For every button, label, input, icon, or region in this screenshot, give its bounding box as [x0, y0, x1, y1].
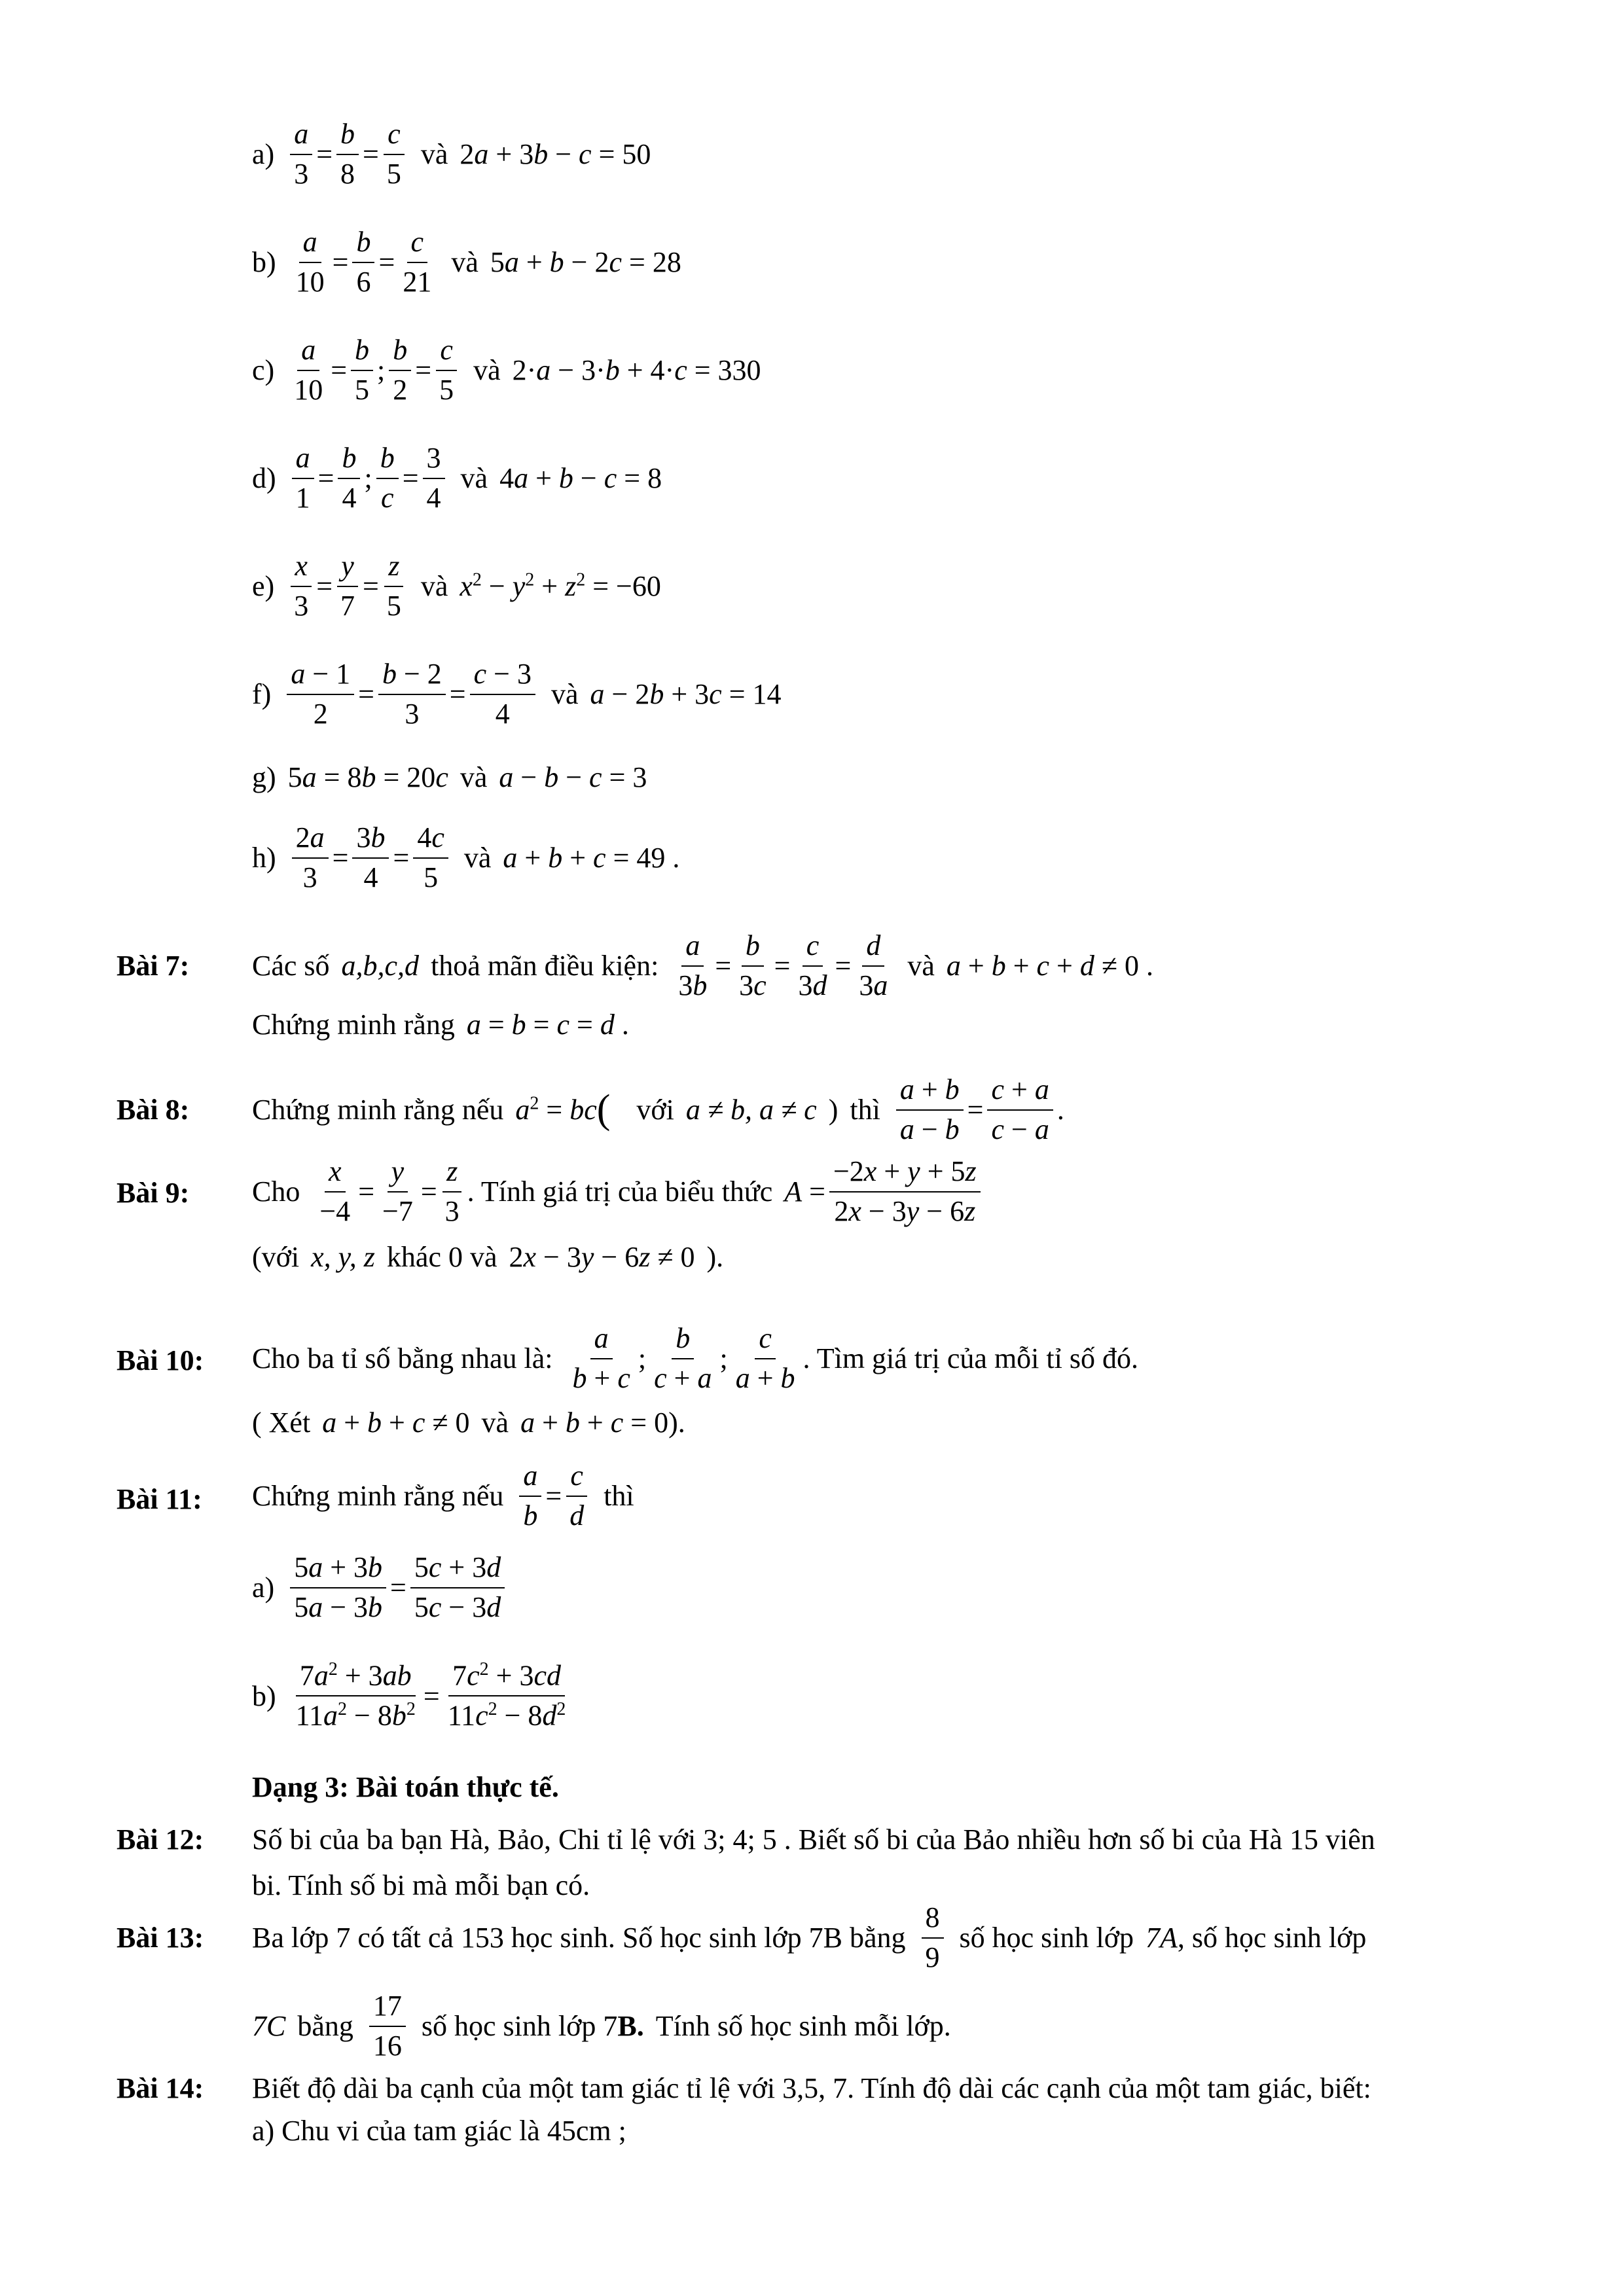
fraction: $\frac{a}{b + c}$	[572, 1322, 630, 1394]
fraction: $\frac{a + b}{a - b}$	[896, 1073, 964, 1146]
fraction: $\frac{a}{10}$	[295, 226, 325, 298]
bai9-text: . Tính giá trị của biểu thức	[467, 1175, 773, 1208]
fraction: $\frac{b}{c}$	[376, 442, 399, 514]
item-c: c) $\frac{a}{10}$ = $\frac{b}{5}$ ; $\frac{b}{2}$ = $\frac{c}{5}$ và 2·a − 3·b + 4·c = 330	[252, 334, 761, 406]
fraction: $\frac{4c}{5}$	[413, 821, 448, 894]
fraction: $\frac{b}{8}$	[336, 118, 359, 190]
bai11-label: Bài 11:	[117, 1483, 202, 1515]
word-va: và	[460, 462, 488, 495]
bai13-text: số học sinh lớp	[959, 1922, 1134, 1954]
bai9-vars: x, y, z	[311, 1241, 375, 1273]
fraction: $\frac{x}{-4}$	[319, 1155, 351, 1227]
fraction: $\frac{y}{7}$	[336, 550, 359, 622]
fraction: $\frac{7c^2 + 3cd}{11c^2 - 8d^2}$	[447, 1659, 566, 1732]
expression-A: A =	[784, 1175, 825, 1208]
fraction: $\frac{c}{3d}$	[798, 929, 827, 1001]
item-label: a)	[252, 138, 275, 171]
bai14-line1: Biết độ dài ba cạnh của một tam giác tỉ lệ với 3,5, 7. Tính độ dài các cạnh của một tam giác, biết:	[252, 2072, 1371, 2104]
item-d: d) $\frac{a}{1}$ = $\frac{b}{4}$ ; $\frac{b}{c}$ = $\frac{3}{4}$ và 4a + b − c = 8	[252, 442, 662, 514]
item-label: h)	[252, 842, 276, 874]
fraction: $\frac{5c + 3d}{5c - 3d}$	[410, 1551, 505, 1624]
bai7-text: Chứng minh rằng	[252, 1009, 455, 1041]
fraction: $\frac{c + a}{c - a}$	[987, 1073, 1053, 1146]
fraction: $\frac{a - 1}{2}$	[287, 658, 354, 730]
fraction: $\frac{-2x + y + 5z}{2x - 3y - 6z}$	[829, 1155, 981, 1228]
bai13-text: Ba lớp 7 có tất cả 153 học sinh. Số học sinh lớp 7B bằng	[252, 1922, 906, 1954]
fraction: $\frac{b}{2}$	[389, 334, 411, 406]
bai11-text: Chứng minh rằng nếu	[252, 1480, 504, 1513]
equation: 5a + b − 2c = 28	[490, 246, 681, 279]
fraction: $\frac{a}{b}$	[519, 1460, 541, 1532]
bai8-line: Chứng minh rằng nếu $a^2$ = bc ( với a ≠ b, a ≠ c ) thì $\frac{a + b}{a - b}$ = $\frac{c + a}{c - a}$ .	[252, 1073, 1064, 1145]
bai8-cond: a ≠ b, a ≠ c	[685, 1094, 817, 1126]
bai10-label: Bài 10:	[117, 1344, 204, 1376]
fraction: $\frac{b - 2}{3}$	[378, 658, 446, 730]
bai13-label: Bài 13:	[117, 1922, 204, 1954]
item-h: h) $\frac{2a}{3}$ = $\frac{3b}{4}$ = $\frac{4c}{5}$ và a + b + c = 49 .	[252, 821, 680, 893]
bai9-text: Cho	[252, 1175, 300, 1208]
word-va: và	[481, 1407, 509, 1439]
fraction: $\frac{a}{1}$	[292, 442, 314, 514]
fraction: $\frac{8}{9}$	[922, 1901, 944, 1974]
item-label: g)	[252, 761, 276, 793]
bai8-label: Bài 8:	[117, 1094, 190, 1126]
equation: a + b + c = 0	[520, 1407, 669, 1439]
fraction: $\frac{z}{3}$	[441, 1155, 463, 1228]
word-va: và	[473, 354, 501, 387]
word-thi: thì	[604, 1480, 634, 1513]
bai13-line1	[252, 1901, 1366, 1974]
bai9-label: Bài 9:	[117, 1177, 190, 1209]
word-va: và	[463, 842, 492, 874]
fraction: $\frac{b}{6}$	[352, 226, 374, 298]
fraction: $\frac{17}{16}$	[369, 1990, 406, 2062]
word-va: và	[420, 138, 448, 171]
bai10-text: Cho ba tỉ số bằng nhau là:	[252, 1342, 553, 1375]
fraction: $\frac{2a}{3}$	[292, 821, 329, 894]
fraction: $\frac{5a + 3b}{5a - 3b}$	[290, 1551, 386, 1624]
bai14-label: Bài 14:	[117, 2072, 204, 2104]
item-label: a)	[252, 1571, 275, 1604]
equation: a = b = c = d .	[466, 1009, 629, 1041]
bai12-line1: Số bi của ba bạn Hà, Bảo, Chi tỉ lệ với 3; 4; 5 . Biết số bi của Bảo nhiều hơn số bi của Hà 15 viên	[252, 1823, 1375, 1856]
equation: a + b + c + d ≠ 0 .	[946, 950, 1154, 982]
item-label: e)	[252, 570, 275, 603]
fraction: $\frac{a}{10}$	[294, 334, 323, 406]
bai13-class: B.	[617, 2010, 644, 2043]
bai7-label: Bài 7:	[117, 950, 190, 982]
word-thi: thì	[850, 1094, 880, 1126]
word-va: và	[550, 678, 579, 711]
bai13-line2	[252, 1990, 951, 2062]
fraction: $\frac{3}{4}$	[423, 442, 445, 514]
item-f: f) $\frac{a - 1}{2}$ = $\frac{b - 2}{3}$ = $\frac{c - 3}{4}$ và a − 2b + 3c = 14	[252, 658, 782, 730]
fraction: $\frac{c}{5}$	[383, 118, 405, 190]
equation: 5a = 8b = 20c	[287, 761, 448, 793]
bai10-line2	[252, 1406, 685, 1439]
bai8-text: Chứng minh rằng nếu	[252, 1094, 504, 1126]
word-va: và	[420, 570, 448, 603]
bai9-line1: Cho $\frac{x}{-4}$ = $\frac{y}{-7}$ = $\frac{z}{3}$ . Tính giá trị của biểu thức A = $\frac{-2x + y + 5z}{2x - 3y - 6z}$	[252, 1155, 984, 1228]
item-label: c)	[252, 354, 275, 387]
fraction: $\frac{c}{21}$	[403, 226, 432, 298]
bai7-line1: Các số a,b,c,d thoả mãn điều kiện: $\frac{a}{3b}$ = $\frac{b}{3c}$ = $\frac{c}{3d}$ = $\frac{d}{3a}$ và a + b + c + d ≠ 0 .	[252, 929, 1154, 1001]
fraction: $\frac{7a^2 + 3ab}{11a^2 - 8b^2}$	[295, 1659, 416, 1732]
fraction: $\frac{b}{5}$	[351, 334, 373, 406]
equation: 2·a − 3·b + 4·c = 330	[512, 354, 761, 387]
item-label: b)	[252, 1679, 276, 1712]
bai8-text: với	[636, 1094, 674, 1126]
item-label: f)	[252, 678, 272, 711]
fraction: $\frac{c - 3}{4}$	[470, 658, 535, 730]
bai9-text: (với	[252, 1241, 300, 1273]
word-va: và	[460, 761, 488, 793]
fraction: $\frac{c}{d}$	[566, 1460, 588, 1532]
bai7-text: thoả mãn điều kiện:	[431, 950, 659, 982]
fraction: $\frac{d}{3a}$	[859, 929, 888, 1001]
bai11-item-b: b) $\frac{7a^2 + 3ab}{11a^2 - 8b^2}$ = $\frac{7c^2 + 3cd}{11c^2 - 8d^2}$	[252, 1659, 573, 1733]
item-g	[252, 761, 647, 794]
bai13-text: số học sinh lớp 7	[421, 2010, 618, 2043]
equation: $a^2$ = bc	[515, 1093, 597, 1126]
fraction: $\frac{a}{3b}$	[678, 929, 708, 1001]
bai10-line1: Cho ba tỉ số bằng nhau là: $\frac{a}{b + c}$ ; $\frac{b}{c + a}$ ; $\frac{c}{a + b}$ . Tìm giá trị của mỗi tỉ số đó.	[252, 1322, 1138, 1394]
equation: a + b + c ≠ 0	[322, 1407, 470, 1439]
equation: a + b + c = 49 .	[503, 842, 680, 874]
equation: a − 2b + 3c = 14	[590, 678, 782, 711]
item-b: b) $\frac{a}{10}$ = $\frac{b}{6}$ = $\frac{c}{21}$ và 5a + b − 2c = 28	[252, 226, 681, 298]
fraction: $\frac{b}{4}$	[338, 442, 360, 514]
bai7-line2	[252, 1008, 629, 1041]
bai9-line2	[252, 1240, 723, 1274]
bai10-text: ).	[668, 1407, 685, 1439]
fraction: $\frac{c}{5}$	[435, 334, 458, 406]
bai7-vars: a,b,c,d	[341, 950, 420, 982]
bai11-line1: Chứng minh rằng nếu $\frac{a}{b}$ = $\frac{c}{d}$ thì	[252, 1460, 634, 1532]
bai12-line2: bi. Tính số bi mà mỗi bạn có.	[252, 1869, 590, 1901]
word-va: và	[907, 950, 935, 982]
bai12-label: Bài 12:	[117, 1823, 204, 1856]
bai13-class: 7A	[1146, 1922, 1178, 1954]
fraction: $\frac{y}{-7}$	[382, 1155, 413, 1227]
fraction: $\frac{c}{a + b}$	[735, 1322, 795, 1394]
bai13-text: Tính số học sinh mỗi lớp.	[655, 2010, 951, 2043]
bai14-line2: a) Chu vi của tam giác là 45cm ;	[252, 2115, 626, 2147]
bai10-text: ( Xét	[252, 1407, 311, 1439]
fraction: $\frac{z}{5}$	[383, 550, 405, 622]
bai10-text: . Tìm giá trị của mỗi tỉ số đó.	[803, 1342, 1138, 1375]
item-label: d)	[252, 462, 276, 495]
bai9-text: khác 0 và	[386, 1241, 497, 1273]
fraction: $\frac{b}{3c}$	[739, 929, 767, 1001]
bai13-class: 7C	[252, 2010, 286, 2043]
fraction: $\frac{a}{3}$	[290, 118, 312, 190]
equation: 2x − 3y − 6z ≠ 0	[509, 1241, 695, 1273]
word-va: và	[451, 246, 478, 279]
bai11-item-a: a) $\frac{5a + 3b}{5a - 3b}$ = $\frac{5c + 3d}{5c - 3d}$	[252, 1551, 509, 1624]
item-a: a) $\frac{a}{3}$ = $\frac{b}{8}$ = $\frac{c}{5}$ và 2a + 3b − c = 50	[252, 118, 651, 190]
bai13-text: bằng	[297, 2010, 353, 2043]
equation: a − b − c = 3	[499, 761, 647, 793]
equation: 4a + b − c = 8	[499, 462, 662, 495]
item-label: b)	[252, 246, 276, 279]
bai9-text: ).	[706, 1241, 724, 1273]
fraction: $\frac{3b}{4}$	[352, 821, 389, 894]
equation: $x^2 - y^2 + z^2 = -60$	[460, 569, 661, 603]
item-e: e) $\frac{x}{3}$ = $\frac{y}{7}$ = $\frac{z}{5}$ và $x^2 - y^2 + z^2 = -60$	[252, 550, 661, 622]
equation: 2a + 3b − c = 50	[460, 138, 651, 171]
fraction: $\frac{b}{c + a}$	[654, 1322, 712, 1394]
fraction: $\frac{x}{3}$	[290, 550, 312, 622]
section-heading: Dạng 3: Bài toán thực tế.	[252, 1771, 559, 1803]
bai7-text: Các số	[252, 950, 330, 982]
bai13-text: , số học sinh lớp	[1177, 1922, 1367, 1954]
